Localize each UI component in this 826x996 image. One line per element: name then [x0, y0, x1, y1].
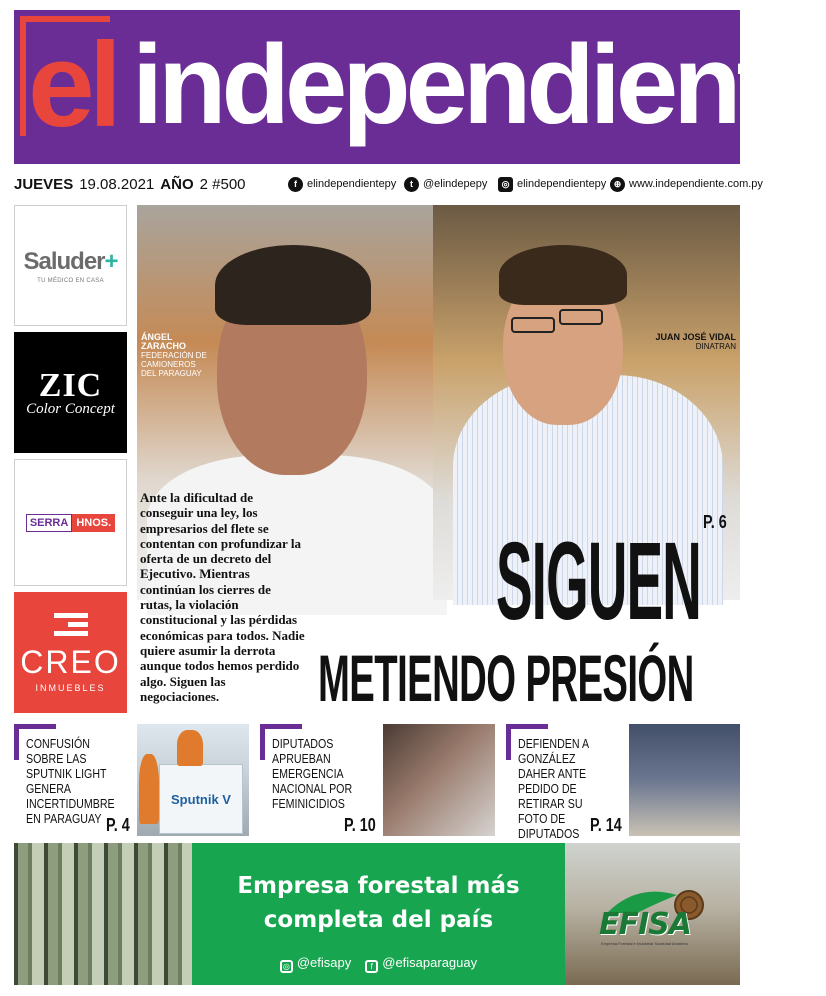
story-page: P. 10	[344, 815, 376, 835]
creo-tagline: INMUEBLES	[35, 682, 106, 693]
story-page: P. 4	[106, 815, 130, 835]
ad-saluder[interactable]	[14, 205, 127, 326]
info-bar	[14, 172, 763, 196]
story-page: P. 14	[590, 815, 622, 835]
serra-logo	[26, 514, 115, 532]
efisa-logo-panel	[565, 843, 740, 985]
instagram-icon: ◎	[498, 177, 513, 192]
instagram-handle: elindependientepy	[517, 178, 607, 190]
ad-zic[interactable]	[14, 332, 127, 453]
story-headline: DEFIENDEN A GONZÁLEZ DAHER ANTE PEDIDO DE RETIRAR SU FOTO DE DIPUTADOS	[518, 736, 589, 841]
story-sputnik[interactable]	[14, 724, 136, 836]
issue-day: JUEVES	[14, 175, 74, 193]
forest-photo	[14, 843, 192, 985]
twitter-icon: t	[404, 177, 419, 192]
serra-hnos: HNOS.	[72, 514, 115, 532]
facebook-icon: f	[365, 960, 378, 973]
masthead-title: independiente	[132, 22, 826, 147]
issue-date: 19.08.2021	[79, 175, 155, 193]
saluder-tagline: TU MÉDICO EN CASA	[37, 277, 104, 284]
efisa-banner[interactable]	[14, 843, 740, 985]
story-headline: CONFUSIÓN SOBRE LAS SPUTNIK LIGHT GENERA INCERTIDUMBRE EN PARAGUAY	[26, 736, 115, 826]
ad-serra[interactable]	[14, 459, 127, 586]
story-gonzalez-daher[interactable]	[506, 724, 628, 841]
thumb-feminicidios	[383, 724, 495, 836]
instagram-link[interactable]	[498, 177, 606, 192]
ad-creo[interactable]	[14, 592, 127, 713]
main-story-page: P. 6	[703, 512, 727, 532]
zic-tagline: Color Concept	[26, 401, 115, 417]
main-story-lead: Ante la dificultad de conseguir una ley, los empresarios del flete se contentan con profundizar la oferta de un decreto del Ejecutivo. Mientras continúan los cierres de rutas, la violación constitucional y las pérdidas económicas para todos. Nadie quiere asumir la derrota aunque todos hemos perdido algo. Siguen las negociaciones.	[140, 490, 305, 704]
banner-facebook[interactable]: f @efisaparaguay	[365, 955, 477, 973]
thumb-diputados	[629, 724, 740, 836]
saluder-logo: Saluder+	[23, 247, 118, 275]
issue-year-label: AÑO	[160, 175, 194, 193]
sputnik-box: Sputnik V	[159, 764, 243, 834]
issue-number: 2 #500	[199, 175, 246, 193]
efisa-sub: Empresa Forestal e Industrial Sociedad Anónima	[601, 941, 688, 946]
banner-title: Empresa forestal más completa del país	[237, 873, 520, 933]
caption-right: JUAN JOSÉ VIDAL DINATRAN	[655, 332, 736, 351]
masthead-el: el	[28, 18, 117, 152]
main-headline-1[interactable]: SIGUEN	[496, 520, 701, 643]
banner-social	[192, 955, 565, 973]
thumb-sputnik	[137, 724, 249, 836]
facebook-link[interactable]	[288, 177, 396, 192]
serra-name: SERRA	[26, 514, 73, 532]
efisa-logo: EFISA	[599, 907, 691, 942]
twitter-link[interactable]	[404, 177, 487, 192]
zic-logo: ZIC	[38, 367, 103, 404]
main-headline-2[interactable]: METIENDO PRESIÓN	[318, 641, 694, 715]
creo-logo: CREO	[20, 643, 121, 680]
facebook-handle: elindependientepy	[307, 178, 397, 190]
issue-info	[14, 176, 246, 193]
website-url: www.independiente.com.py	[629, 178, 763, 190]
instagram-icon: ◎	[280, 960, 293, 973]
masthead	[14, 10, 826, 164]
globe-icon: ⊕	[610, 177, 625, 192]
story-headline: DIPUTADOS APRUEBAN EMERGENCIA NACIONAL POR FEMINICIDIOS	[272, 736, 353, 811]
facebook-icon: f	[288, 177, 303, 192]
website-link[interactable]	[610, 177, 763, 192]
caption-left: ÁNGEL ZARACHO FEDERACIÓN DE CAMIONEROS DEL PARAGUAY	[141, 332, 207, 378]
banner-green-panel	[192, 843, 565, 985]
banner-instagram[interactable]: ◎ @efisapy	[280, 955, 351, 973]
creo-logo-icon	[54, 613, 88, 636]
twitter-handle: @elindepepy	[423, 178, 488, 190]
story-feminicidios[interactable]	[260, 724, 382, 836]
